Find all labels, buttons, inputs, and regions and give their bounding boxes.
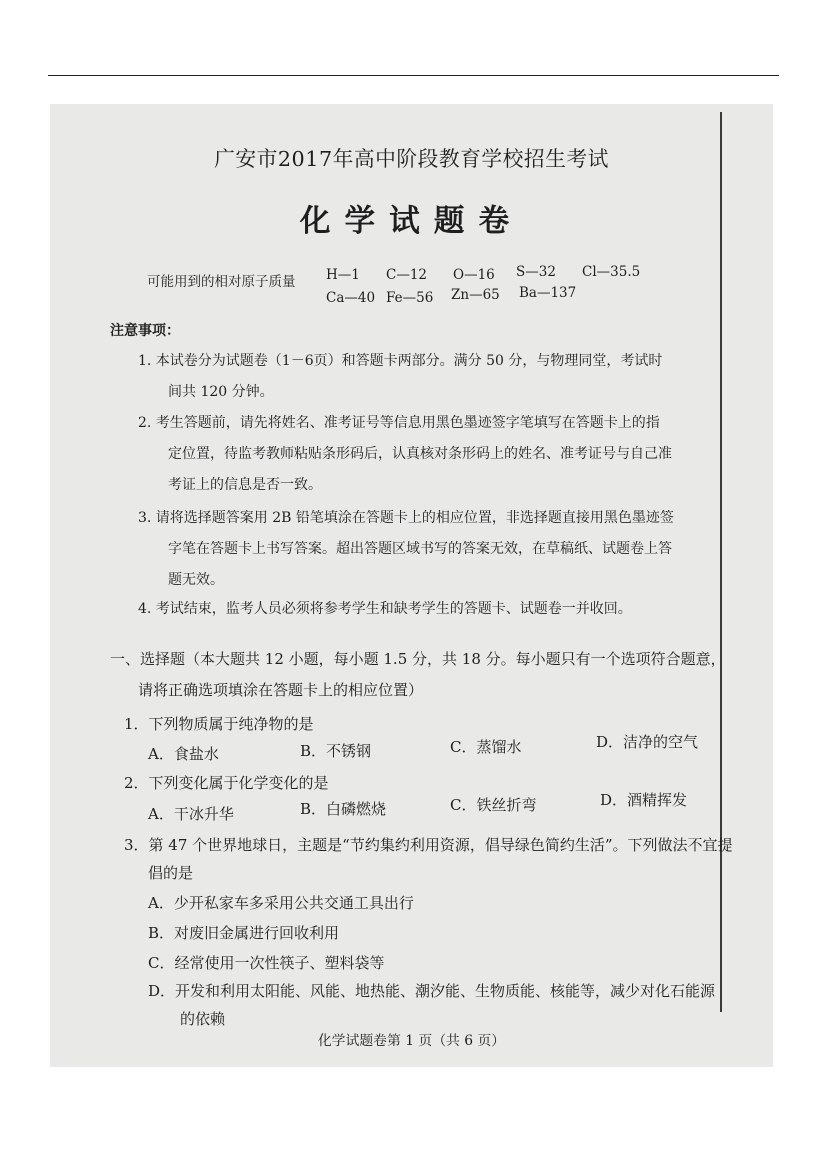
exam-title: 广安市2017年高中阶段教育学校招生考试 [214, 147, 609, 171]
question-3-option-b: B．对废旧金属进行回收利用 [148, 924, 340, 942]
atomic-mass-ca: Ca—40 [326, 290, 376, 306]
note-3-line-3: 题无效。 [168, 572, 224, 588]
atomic-mass-h: H—1 [326, 267, 360, 283]
question-2-stem: 2．下列变化属于化学变化的是 [124, 774, 329, 792]
question-3-option-d-continued: 的依赖 [180, 1010, 226, 1028]
paper-title: 化学试题卷 [299, 203, 524, 239]
exam-paper [50, 104, 773, 1067]
question-1-option-c: C．蒸馏水 [450, 738, 522, 756]
note-3-line-2: 字笔在答题卡上书写答案。超出答题区域书写的答案无效，在草稿纸、试题卷上答 [168, 541, 672, 557]
notes-heading: 注意事项： [110, 323, 180, 339]
atomic-mass-c: C—12 [386, 267, 428, 283]
page-footer: 化学试题卷第 1 页（共 6 页） [317, 1033, 506, 1049]
note-1-line-1: 1. 本试卷分为试题卷（1－6页）和答题卡两部分。满分 50 分，与物理同堂，考试时 [138, 353, 663, 369]
question-2-option-c: C．铁丝折弯 [450, 796, 537, 814]
question-1-stem: 1．下列物质属于纯净物的是 [124, 715, 314, 733]
note-3-line-1: 3. 请将选择题答案用 2B 铅笔填涂在答题卡上的相应位置，非选择题直接用黑色墨迹签 [138, 510, 674, 526]
question-1-option-a: A．食盐水 [148, 745, 219, 763]
question-3-stem-line-1: 3．第 47 个世界地球日，主题是“节约集约利用资源，倡导绿色简约生活”。下列做法不宜提 [124, 836, 733, 854]
top-rule [48, 75, 779, 76]
note-2-line-3: 考证上的信息是否一致。 [168, 477, 322, 493]
question-1-option-b: B．不锈钢 [300, 742, 372, 760]
atomic-mass-label: 可能用到的相对原子质量 [147, 274, 296, 290]
atomic-mass-ba: Ba—137 [519, 285, 577, 301]
note-2-line-2: 定位置，待监考教师粘贴条形码后，认真核对条形码上的姓名、准考证号与自己准 [168, 446, 672, 462]
note-1-line-2: 间共 120 分钟。 [168, 384, 274, 400]
question-3-option-d: D．开发和利用太阳能、风能、地热能、潮汐能、生物质能、核能等，减少对化石能源 [148, 982, 716, 1000]
section-1-heading-line-2: 请将正确选项填涂在答题卡上的相应位置） [138, 681, 424, 699]
atomic-mass-fe: Fe—56 [386, 290, 434, 306]
note-2-line-1: 2. 考生答题前，请先将姓名、准考证号等信息用黑色墨迹签字笔填写在答题卡上的指 [138, 415, 660, 431]
section-1-heading-line-1: 一、选择题（本大题共 12 小题，每小题 1.5 分，共 18 分。每小题只有一个选项符合题意， [110, 650, 726, 668]
question-3-stem-line-2: 倡的是 [148, 864, 194, 882]
atomic-mass-zn: Zn—65 [451, 287, 500, 303]
margin-line [720, 112, 722, 1012]
atomic-mass-cl: Cl—35.5 [582, 264, 641, 280]
note-4-line-1: 4. 考试结束，监考人员必须将参考学生和缺考学生的答题卡、试题卷一并收回。 [138, 601, 632, 617]
question-2-option-a: A．干冰升华 [148, 805, 234, 823]
question-3-option-c: C．经常使用一次性筷子、塑料袋等 [148, 954, 385, 972]
question-2-option-d: D．酒精挥发 [600, 791, 688, 809]
atomic-mass-o: O—16 [453, 267, 495, 283]
question-1-option-d: D．洁净的空气 [596, 733, 699, 751]
atomic-mass-s: S—32 [516, 264, 556, 280]
question-3-option-a: A．少开私家车多采用公共交通工具出行 [148, 894, 414, 912]
question-2-option-b: B．白磷燃烧 [300, 800, 387, 818]
